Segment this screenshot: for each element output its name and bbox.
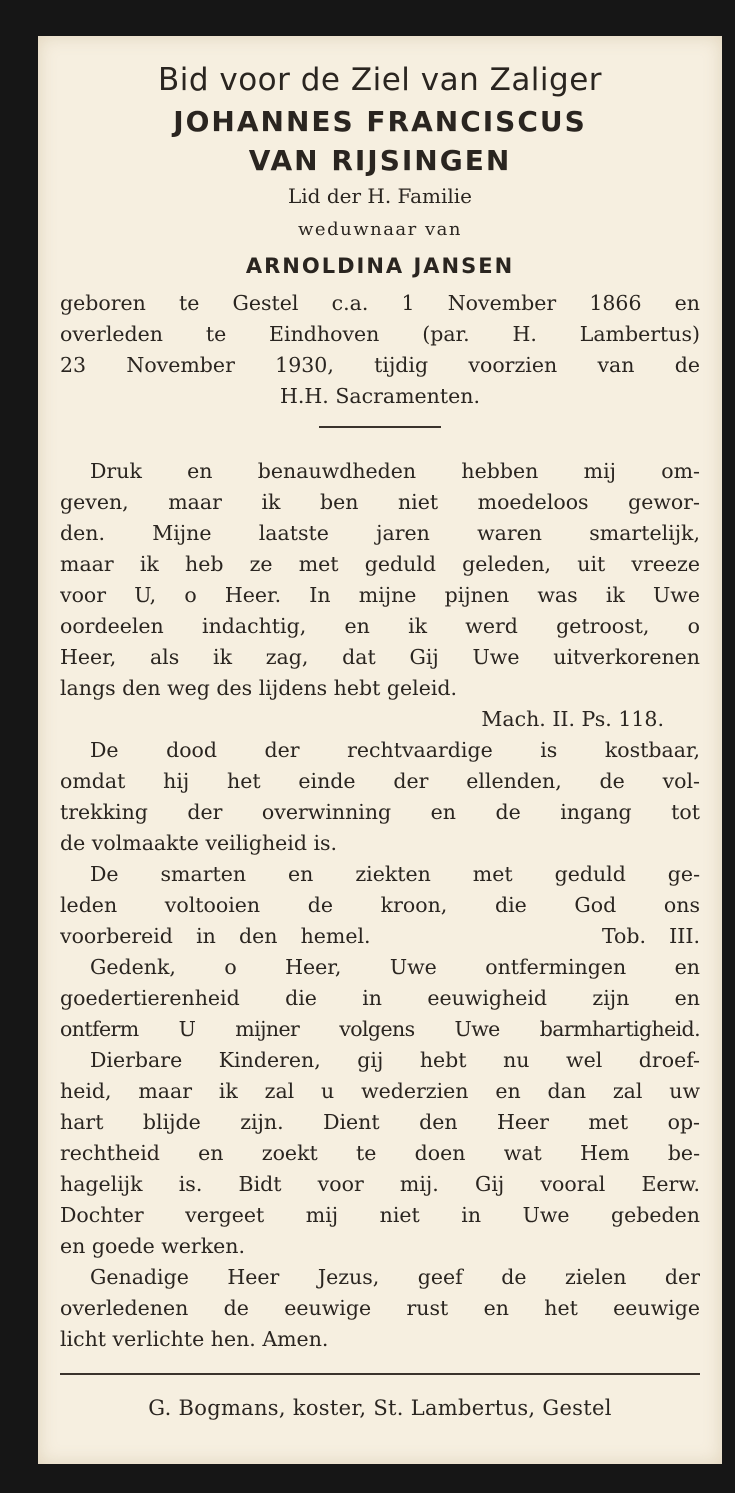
text-line: maar ik heb ze met geduld geleden, uit vreeze [60, 552, 700, 576]
details-line: 23 November 1930, tijdig voorzien van de [60, 353, 700, 377]
printer-credit: G. Bogmans, koster, St. Lambertus, Gestel [148, 1396, 612, 1420]
text-line: leden voltooien de kroon, die God ons [60, 893, 700, 917]
text-line: goedertierenheid die in eeuwigheid zijn en [60, 986, 700, 1010]
details-line: overleden te Eindhoven (par. H. Lambertus) [60, 322, 700, 346]
life-details [60, 288, 700, 412]
text-line: Dochter vergeet mij niet in Uwe gebeden [60, 1203, 700, 1227]
text-line: geven, maar ik ben niet moedeloos gewor- [60, 490, 700, 514]
text-line: langs den weg des lijdens hebt geleid. [60, 676, 458, 700]
text-line: Heer, als ik zag, dat Gij Uwe uitverkorenen [60, 645, 700, 669]
text-line: overledenen de eeuwige rust en het eeuwige [60, 1296, 700, 1320]
scripture-text [60, 456, 700, 1355]
text-line: voorbereid in den hemel. Tob. III. [60, 924, 700, 948]
relation-line: weduwnaar van [298, 219, 462, 240]
text-line: Gedenk, o Heer, Uwe ontfermingen en [90, 955, 700, 979]
wife-name: ARNOLDINA JANSEN [245, 254, 515, 278]
deceased-name-line-2: VAN RIJSINGEN [248, 144, 512, 177]
citation-line: Mach. II. Ps. 118. [481, 707, 664, 731]
text-line: rechtheid en zoekt te doen wat Hem be- [60, 1141, 700, 1165]
text-line: hart blijde zijn. Dient den Heer met op- [60, 1110, 700, 1134]
text-line: hagelijk is. Bidt voor mij. Gij vooral Eerw. [60, 1172, 700, 1196]
prayer-heading: Bid voor de Ziel van Zaliger [157, 62, 603, 98]
text-line: oordeelen indachtig, en ik werd getroost, o [60, 614, 700, 638]
text-line: Genadige Heer Jezus, geef de zielen der [90, 1265, 700, 1289]
text-line: De dood der rechtvaardige is kostbaar, [90, 738, 700, 762]
text-line: Druk en benauwdheden hebben mij om- [90, 459, 700, 483]
card-content [60, 58, 700, 1423]
text-line: omdat hij het einde der ellenden, de vol- [60, 769, 700, 793]
short-divider [319, 426, 441, 428]
deceased-name-line-1: JOHANNES FRANCISCUS [173, 105, 587, 138]
text-line: De smarten en ziekten met geduld ge- [90, 862, 700, 886]
text-line: ontferm U mijner volgens Uwe barmhartigheid. [60, 1017, 700, 1041]
text-line: licht verlichte hen. Amen. [60, 1327, 329, 1351]
footer-divider [60, 1373, 700, 1375]
text-line: Dierbare Kinderen, gij hebt nu wel droef- [90, 1048, 700, 1072]
text-line: en goede werken. [60, 1234, 245, 1258]
text-line: trekking der overwinning en de ingang tot [60, 800, 700, 824]
memorial-card [38, 36, 722, 1464]
details-line: H.H. Sacramenten. [280, 384, 480, 408]
text-line: den. Mijne laatste jaren waren smartelijk, [60, 521, 700, 545]
text-line: heid, maar ik zal u wederzien en dan zal uw [60, 1079, 700, 1103]
text-line: voor U, o Heer. In mijne pijnen was ik Uwe [60, 583, 700, 607]
details-line: geboren te Gestel c.a. 1 November 1866 en [60, 291, 700, 315]
text-line: de volmaakte veiligheid is. [60, 831, 338, 855]
membership-line: Lid der H. Familie [288, 184, 472, 208]
